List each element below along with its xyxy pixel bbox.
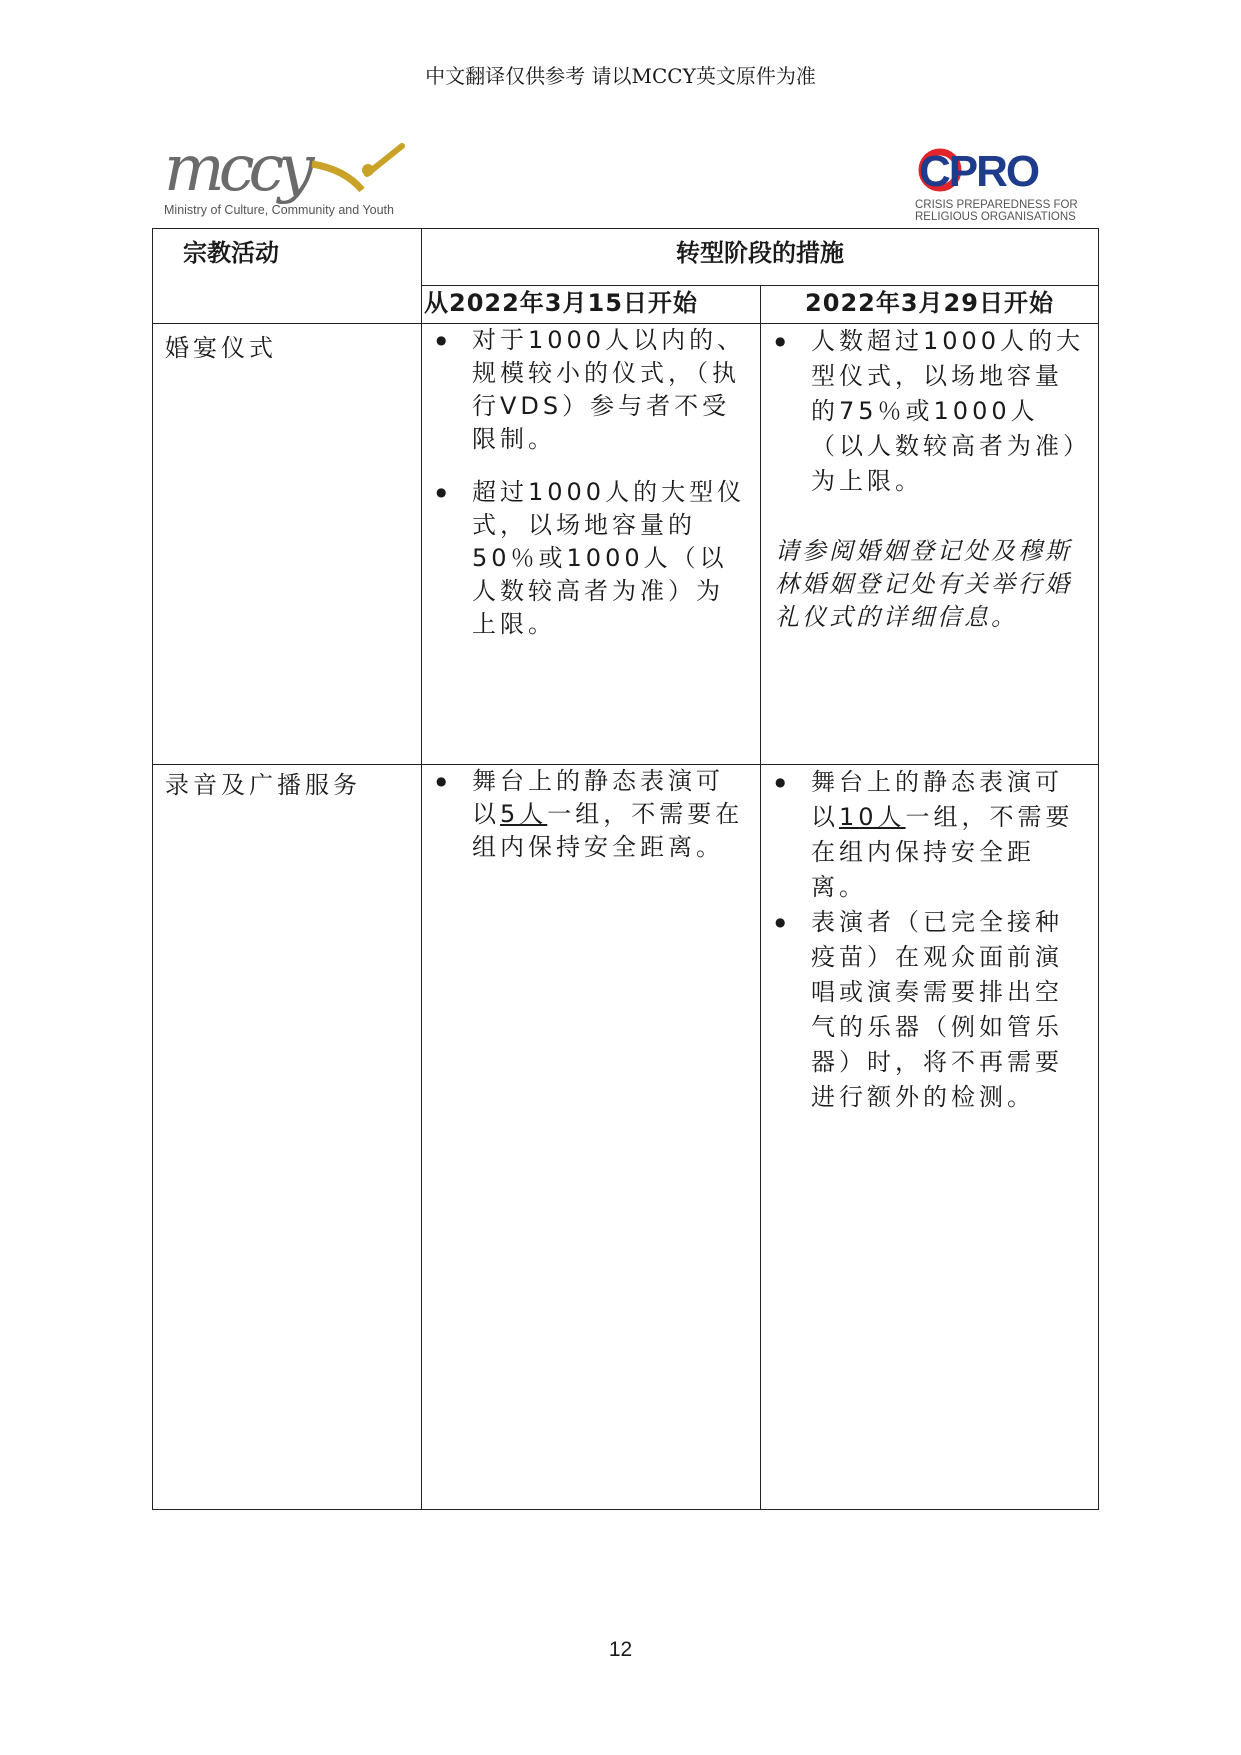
recording-mar29-list <box>761 765 1098 1115</box>
wedding-mar29-cell <box>761 324 1099 765</box>
header-activity: 宗教活动 <box>153 229 422 324</box>
table-row <box>153 765 1099 1510</box>
group-size: 5人 <box>500 800 548 828</box>
translation-note: 中文翻译仅供参考 请以MCCY英文原件为准 <box>425 64 816 88</box>
header-measures: 转型阶段的措施 <box>422 229 1099 286</box>
cpro-logo <box>915 146 1090 222</box>
table-row <box>153 324 1099 765</box>
header-date-mar29: 2022年3月29日开始 <box>761 286 1099 324</box>
wedding-mar29-list <box>761 324 1098 499</box>
group-size: 10人 <box>839 803 906 831</box>
item-text: 舞台上的静态表演可以 <box>811 768 1063 831</box>
item-text: 一组，不需要在组内保持安全距离。 <box>811 803 1074 901</box>
measures-table <box>152 228 1099 1510</box>
wedding-mar15-list <box>422 324 760 641</box>
activity-recording-broadcast: 录音及广播服务 <box>153 765 422 1510</box>
recording-mar15-cell <box>422 765 761 1510</box>
list-item <box>422 765 760 864</box>
wedding-registry-note: 请参阅婚姻登记处及穆斯林婚姻登记处有关举行婚礼仪式的详细信息。 <box>775 537 1072 631</box>
mccy-logo <box>162 138 417 220</box>
cpro-subtitle-line1: CRISIS PREPAREDNESS FOR <box>915 199 1078 211</box>
cpro-wordmark: CPRO <box>919 147 1039 196</box>
page-number: 12 <box>608 1638 633 1661</box>
wedding-mar15-cell <box>422 324 761 765</box>
list-item: ● 人数超过1000人的大型仪式，以场地容量的75％或1000人（以人数较高者为准）为上限。 <box>761 324 1098 499</box>
table-header-row <box>153 229 1099 286</box>
activity-wedding: 婚宴仪式 <box>153 324 422 765</box>
header-date-mar15: 从2022年3月15日开始 <box>422 286 761 324</box>
list-item: ● 超过1000人的大型仪式，以场地容量的50％或1000人（以人数较高者为准）为上限。 <box>422 476 760 641</box>
item-text: 舞台上的静态表演可以 <box>472 767 724 828</box>
mccy-wordmark: mccy <box>164 138 309 206</box>
list-item <box>761 765 1098 905</box>
cpro-subtitle-line2: RELIGIOUS ORGANISATIONS <box>915 211 1076 222</box>
list-item: ● 表演者（已完全接种疫苗）在观众面前演唱或演奏需要排出空气的乐器（例如管乐器）时，将不再需要进行额外的检测。 <box>761 905 1098 1115</box>
recording-mar15-list <box>422 765 760 864</box>
mccy-subtitle: Ministry of Culture, Community and Youth <box>164 203 394 217</box>
recording-mar29-cell <box>761 765 1099 1510</box>
item-text: 一组，不需要在组内保持安全距离。 <box>472 800 744 861</box>
list-item: ● 对于1000人以内的、规模较小的仪式，（执行VDS）参与者不受限制。 <box>422 324 760 456</box>
